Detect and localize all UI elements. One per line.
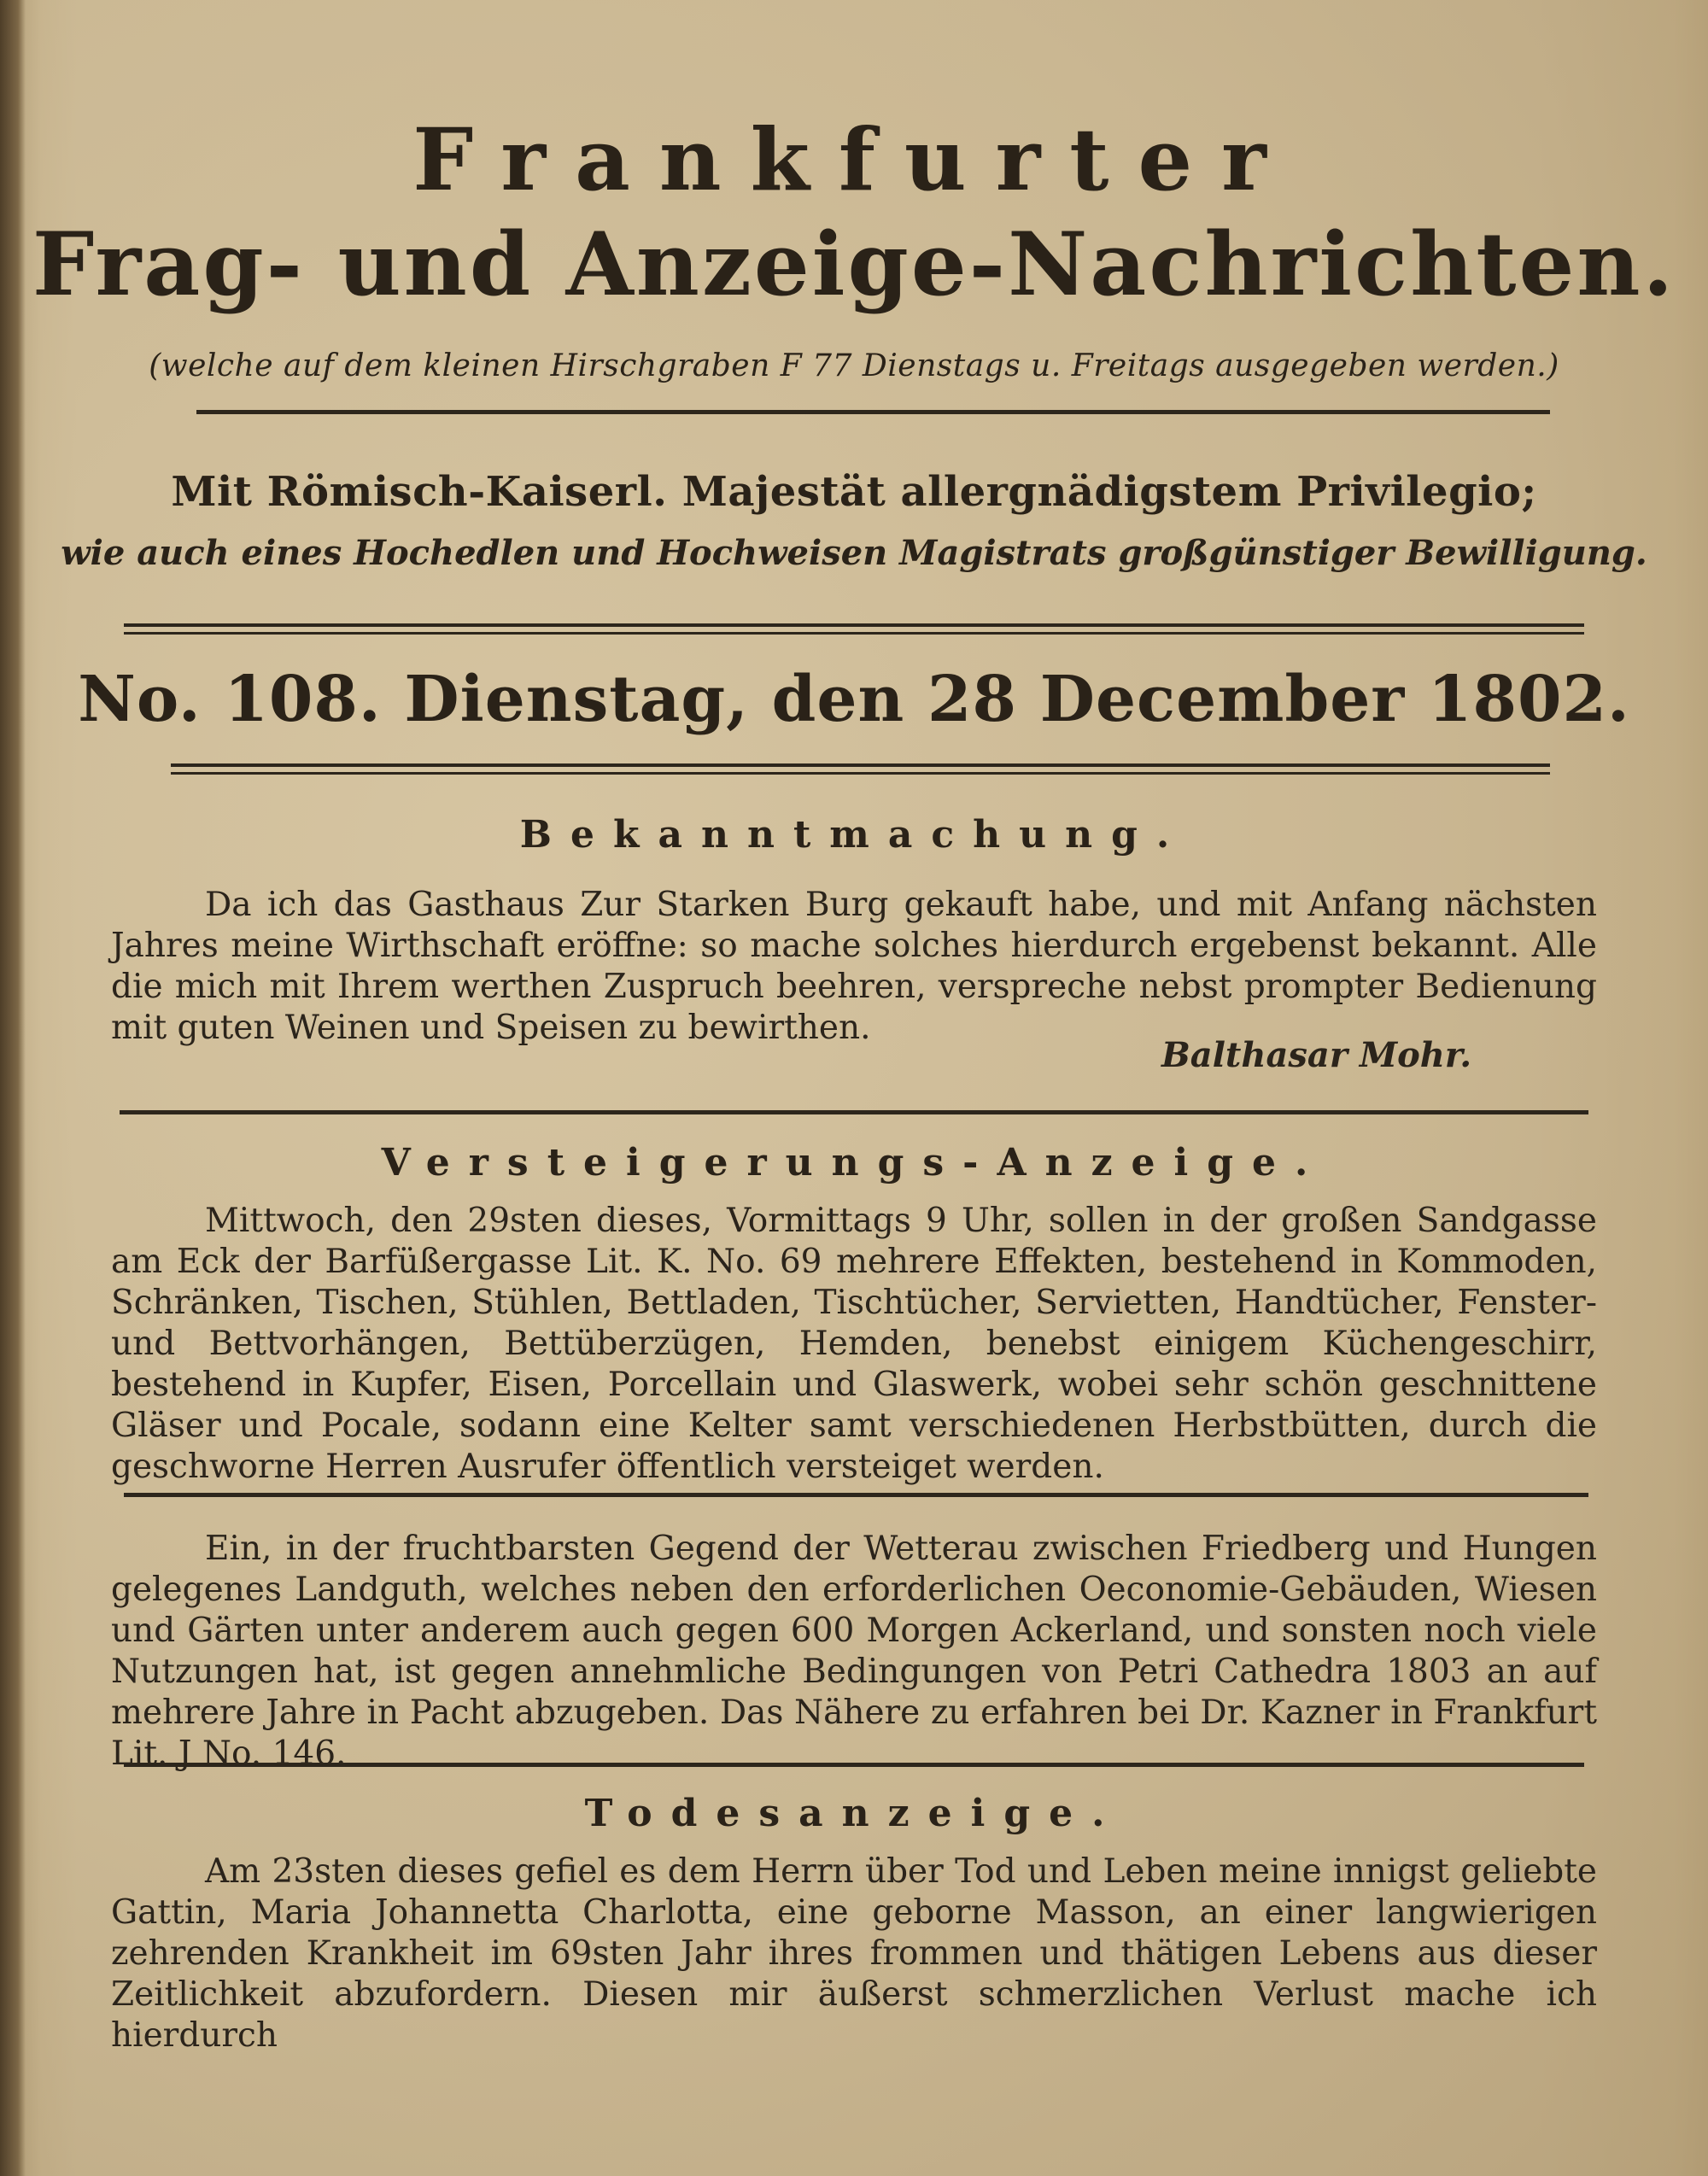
notice-text-todesanzeige: Am 23sten dieses gefiel es dem Herrn über Tod und Leben meine innigst geliebte Gattin, Maria Johannetta Charlotta, eine geborne Masson, an einer langwierigen zehrenden Krankheit im 69sten Jahr ihres frommen und thätigen Lebens aus dieser Zeitlichkeit abzufordern. Diesen mir äußerst schmerzlichen Verlust mache ich hierdurch — [111, 1852, 1597, 2055]
notice-signature: Balthasar Mohr. — [1161, 1035, 1472, 1075]
notice-heading-todesanzeige: Todesanzeige. — [584, 1792, 1124, 1835]
rule-below-issue — [171, 763, 1550, 767]
notice-heading-versteigerung: Versteigerungs-Anzeige. — [381, 1141, 1327, 1185]
masthead-title-line1: Frankfurter — [412, 109, 1296, 210]
rule-after-notice-2 — [124, 1493, 1588, 1497]
privilege-line1: Mit Römisch-Kaiserl. Majestät allergnädigstem Privilegio; — [171, 468, 1537, 516]
issue-line: No. 108. Dienstag, den 28 December 1802. — [78, 663, 1630, 736]
book-spine-shadow — [0, 0, 26, 2176]
rule-below-subtitle — [196, 410, 1550, 414]
masthead-subtitle: (welche auf dem kleinen Hirschgraben F 77 Dienstags u. Freitags ausgegeben werden.) — [149, 348, 1559, 383]
masthead-title-line2: Frag- und Anzeige-Nachrichten. — [32, 214, 1676, 316]
rule-below-privilege — [124, 623, 1584, 627]
notice-text-landguth: Ein, in der fruchtbarsten Gegend der Wetterau zwischen Friedberg und Hungen gelegenes Landguth, welches neben den erforderlichen Oeconomie-Gebäuden, Wiesen und Gärten unter anderem auch gegen 600 Morgen Ackerland, und sonsten noch viele Nutzungen hat, ist gegen annehmliche Bedingungen von Petri Cathedra 1803 an auf mehrere Jahre in Pacht abzugeben. Das Nähere zu erfahren bei Dr. Kazner in Frankfurt Lit. J No. 146. — [111, 1530, 1597, 1773]
notice-text-versteigerung: Mittwoch, den 29sten dieses, Vormittags 9 Uhr, sollen in der großen Sandgasse am Eck der Barfüßergasse Lit. K. No. 69 mehrere Effekten, bestehend in Kommoden, Schränken, Tischen, Stühlen, Bettladen, Tischtücher, Servietten, Handtücher, Fenster- und Bettvorhängen, Bettüberzügen, Hemden, benebst einigem Küchengeschirr, bestehend in Kupfer, Eisen, Porcellain und Glaswerk, wobei sehr schön geschnittene Gläser und Pocale, sodann eine Kelter samt verschiedenen Herbstbütten, durch die geschworne Herren Ausrufer öffentlich versteiget werden. — [111, 1202, 1597, 1486]
notice-text-bekanntmachung: Da ich das Gasthaus Zur Starken Burg gekauft habe, und mit Anfang nächsten Jahres meine Wirthschaft eröffne: so mache solches hierdurch ergebenst bekannt. Alle die mich mit Ihrem werthen Zuspruch beehren, verspreche nebst prompter Bedienung mit guten Weinen und Speisen zu bewirthen. — [111, 886, 1597, 1047]
rule-after-notice-1 — [120, 1110, 1588, 1114]
privilege-line2: wie auch eines Hochedlen und Hochweisen Magistrats großgünstiger Bewilligung. — [61, 533, 1647, 573]
notice-heading-bekanntmachung: Bekanntmachung. — [519, 813, 1189, 857]
rule-after-notice-3 — [124, 1763, 1584, 1767]
